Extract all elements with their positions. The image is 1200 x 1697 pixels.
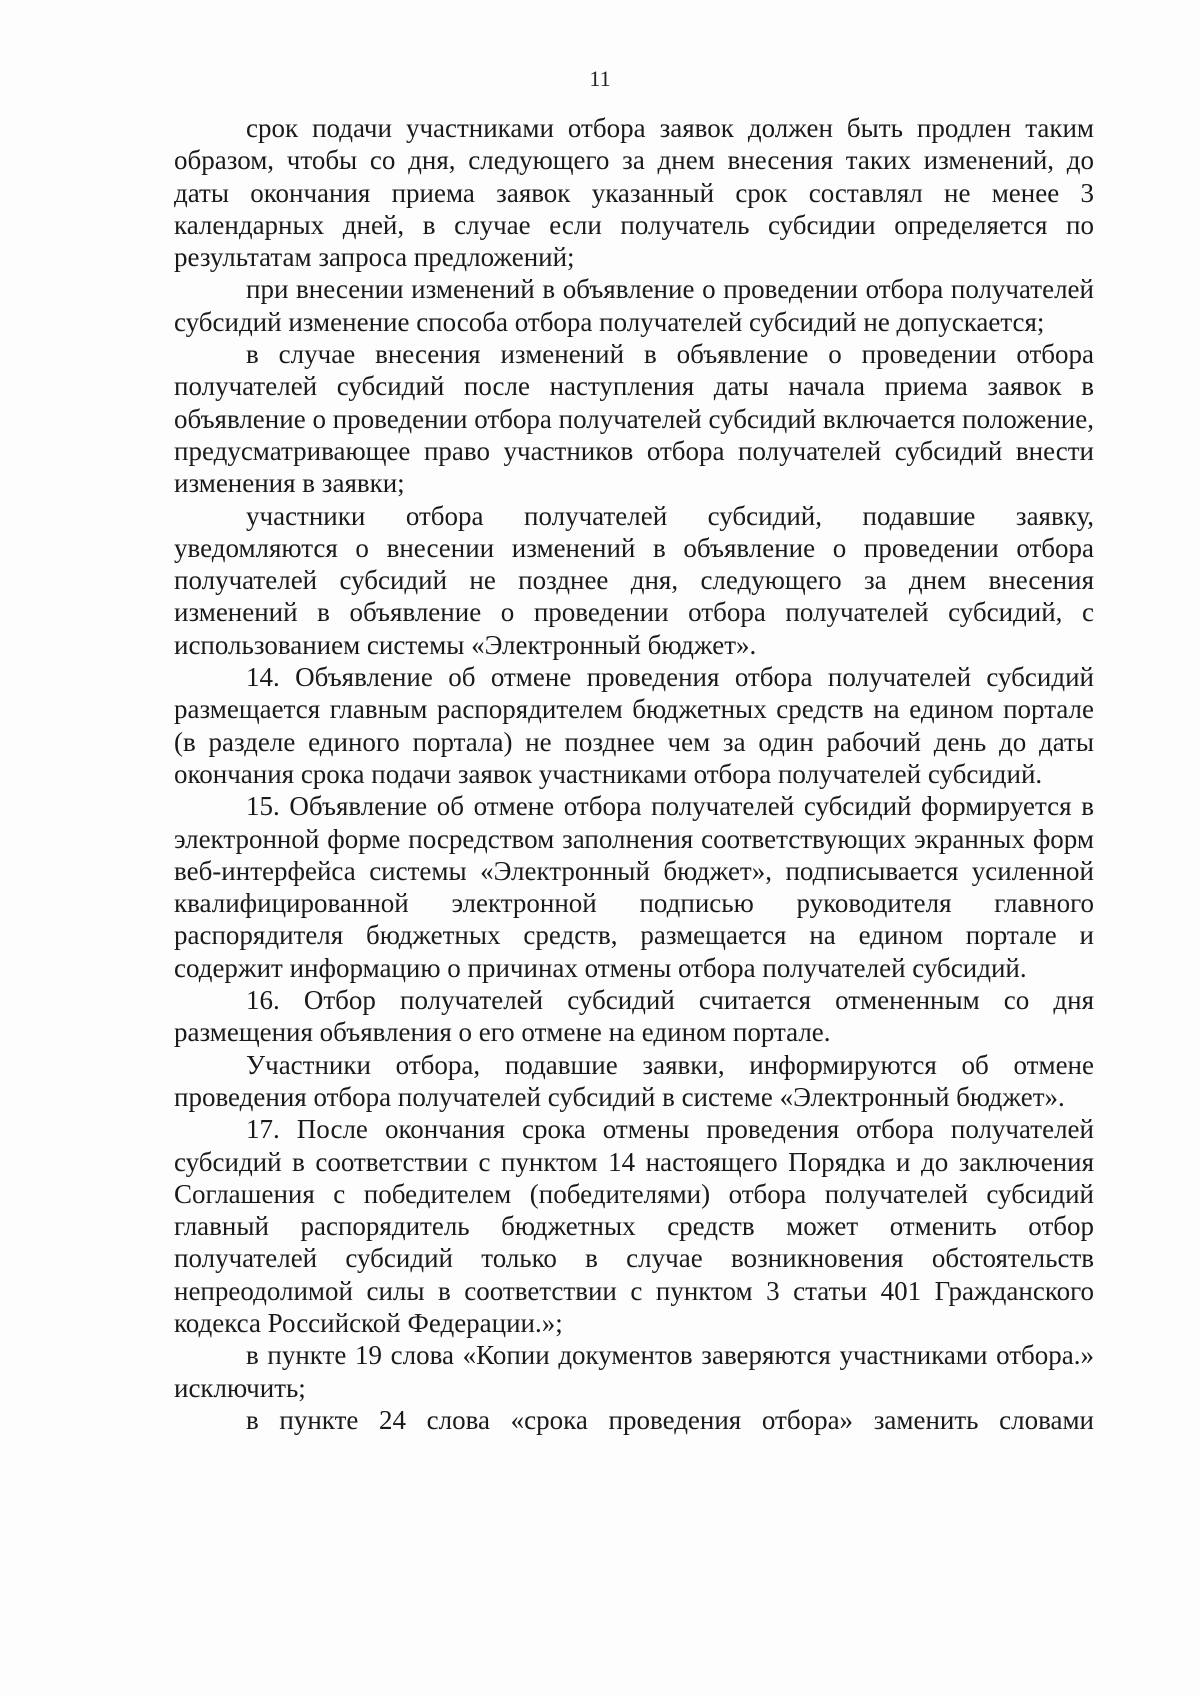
paragraph-deadline-extension: срок подачи участниками отбора заявок должен быть продлен таким образом, чтобы со дня, следующего за днем внесения таких изменений, до даты окончания приема заявок указанный срок составлял не менее 3 календарных дней, в случае если получатель субсидии определяется по результатам запроса предложений;	[174, 113, 1094, 273]
paragraph-item-24-change: в пункте 24 слова «срока проведения отбора» заменить словами	[246, 1404, 1094, 1435]
paragraph-item-16: 16. Отбор получателей субсидий считается отмененным со дня размещения объявления о его отмене на едином портале.	[174, 985, 1094, 1048]
paragraph-item-17: 17. После окончания срока отмены проведения отбора получателей субсидий в соответствии с пунктом 14 настоящего Порядка и до заключения Соглашения с победителем (победителями) отбора получателей субсидий главный распорядитель бюджетных средств может отменить отбор получателей субсидий только в случае возникновения обстоятельств непреодолимой силы в соответствии с пунктом 3 статьи 401 Гражданского кодекса Российской Федерации.»;	[174, 1114, 1094, 1338]
paragraph-item-19-change: в пункте 19 слова «Копии документов заверяются участниками отбора.» исключить;	[174, 1340, 1094, 1403]
paragraph-item-15: 15. Объявление об отмене отбора получателей субсидий формируется в электронной форме посредством заполнения соответствующих экранных форм веб-интерфейса системы «Электронный бюджет», подписывается усиленной квалифицированной электронной подписью руководителя главного распорядителя бюджетных средств, размещается на едином портале и содержит информацию о причинах отмены отбора получателей субсидий.	[174, 791, 1094, 983]
paragraph-method-change: при внесении изменений в объявление о проведении отбора получателей субсидий изменение способа отбора получателей субсидий не допускается;	[174, 274, 1094, 337]
paragraph-participants-informed: Участники отбора, подавшие заявки, информируются об отмене проведения отбора получателей субсидий в системе «Электронный бюджет».	[174, 1049, 1094, 1112]
paragraph-participant-notification: участники отбора получателей субсидий, подавшие заявку, уведомляются о внесении изменений в объявление о проведении отбора получателей субсидий не позднее дня, следующего за днем внесения изменений в объявление о проведении отбора получателей субсидий, с использованием системы «Электронный бюджет».	[174, 500, 1094, 660]
document-body	[174, 112, 1094, 1436]
paragraph-amendment-rights: в случае внесения изменений в объявление о проведении отбора получателей субсидий после наступления даты начала приема заявок в объявление о проведении отбора получателей субсидий включается положение, предусматривающее право участников отбора получателей субсидий внести изменения в заявки;	[174, 339, 1094, 499]
page-number: 11	[589, 66, 611, 91]
paragraph-item-14: 14. Объявление об отмене проведения отбора получателей субсидий размещается главным распорядителем бюджетных средств на едином портале (в разделе единого портала) не позднее чем за один рабочий день до даты окончания срока подачи заявок участниками отбора получателей субсидий.	[174, 662, 1094, 789]
